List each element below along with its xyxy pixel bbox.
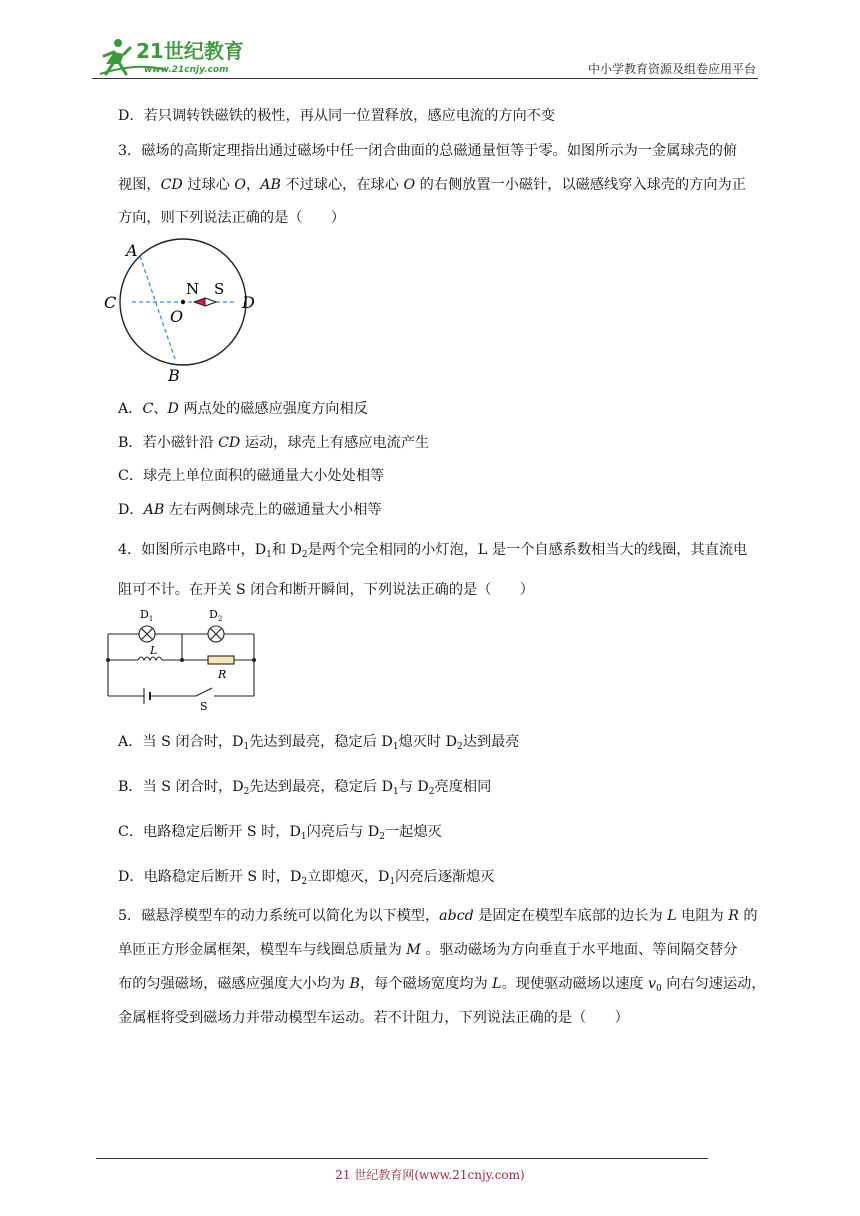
q3-stem-line3: 方向，则下列说法正确的是（ ）	[118, 210, 346, 226]
page-header	[92, 34, 758, 78]
q5-stem-line4: 金属框将受到磁场力并带动模型车运动。若不计阻力，下列说法正确的是（ ）	[118, 1010, 629, 1026]
circuit-figure	[100, 604, 262, 712]
q5-stem-line3: 布的匀强磁场，磁感应强度大小均为 B，每个磁场宽度均为 L。现使驱动磁场以速度 $v_0$ 向右匀速运动，	[118, 976, 766, 994]
svg-text:N: N	[186, 280, 200, 298]
q3-stem-line2: 视图，CD 过球心 O，AB 不过球心，在球心 O 的右侧放置一小磁针，以磁感线穿入球壳的方向为正	[118, 177, 746, 193]
q4-option-d: D．电路稳定后断开 S 时，$D_2$立即熄灭，$D_1$闪亮后逐渐熄灭	[118, 869, 495, 887]
svg-text:R: R	[218, 668, 227, 681]
svg-text:www.21cnjy.com: www.21cnjy.com	[144, 65, 229, 75]
q3-option-b: B．若小磁针沿 CD 运动，球壳上有感应电流产生	[118, 435, 430, 451]
q3-option-d: D．AB 左右两侧球壳上的磁通量大小相等	[118, 502, 382, 518]
svg-text:S: S	[200, 700, 208, 712]
svg-text:A: A	[126, 241, 138, 260]
header-divider	[92, 78, 758, 79]
svg-text:S: S	[214, 280, 225, 298]
q3-stem-line1: 3．磁场的高斯定理指出通过磁场中任一闭合曲面的总磁通量恒等于零。如图所示为一金属球壳的俯	[118, 143, 738, 159]
q5-stem-line1: 5．磁悬浮模型车的动力系统可以简化为以下模型，abcd 是固定在模型车底部的边长为 L 电阻为 R 的	[118, 908, 758, 924]
svg-text:O: O	[170, 307, 184, 326]
q4-option-b: B．当 S 闭合时，$D_2$先达到最亮，稳定后 $D_1$与 $D_2$亮度相同	[118, 779, 492, 797]
svg-text:B: B	[168, 366, 180, 385]
svg-text:C: C	[104, 293, 117, 312]
q2-option-d: D．若只调转铁磁铁的极性，再从同一位置释放，感应电流的方向不变	[118, 108, 556, 124]
svg-text:L: L	[150, 644, 158, 657]
svg-text:D1: $D_1$	[140, 608, 154, 623]
svg-text:21世纪教育: 21世纪教育	[136, 39, 244, 63]
q3-option-c: C．球壳上单位面积的磁通量大小处处相等	[118, 468, 385, 484]
footer-link[interactable]: 21 世纪教育网(www.21cnjy.com)	[335, 1168, 525, 1182]
q4-option-c: C．电路稳定后断开 S 时，$D_1$闪亮后与 $D_2$一起熄灭	[118, 824, 442, 842]
q4-stem-line1: 4．如图所示电路中，$D_1$和 $D_2$是两个完全相同的小灯泡，L 是一个自感系数相当大的线圈，其直流电	[118, 542, 748, 560]
sphere-figure	[98, 238, 268, 388]
q3-option-a: A．C、D 两点处的磁感应强度方向相反	[118, 401, 368, 417]
header-platform-text: 中小学教育资源及组卷应用平台	[587, 62, 756, 76]
q4-stem-line2: 阻可不计。在开关 S 闭合和断开瞬间，下列说法正确的是（ ）	[118, 582, 534, 598]
q4-option-a: A．当 S 闭合时，$D_1$先达到最亮，稳定后 $D_1$熄灭时 $D_2$达到最亮	[118, 734, 520, 752]
logo-21cnjy-icon	[96, 34, 266, 78]
footer-divider	[96, 1158, 708, 1159]
svg-text:D2: $D_2$	[209, 608, 223, 623]
svg-text:D: D	[242, 293, 255, 312]
q5-stem-line2: 单匝正方形金属框架，模型车与线圈总质量为 M 。驱动磁场为方向垂直于水平地面、等间隔交替分	[118, 942, 738, 958]
